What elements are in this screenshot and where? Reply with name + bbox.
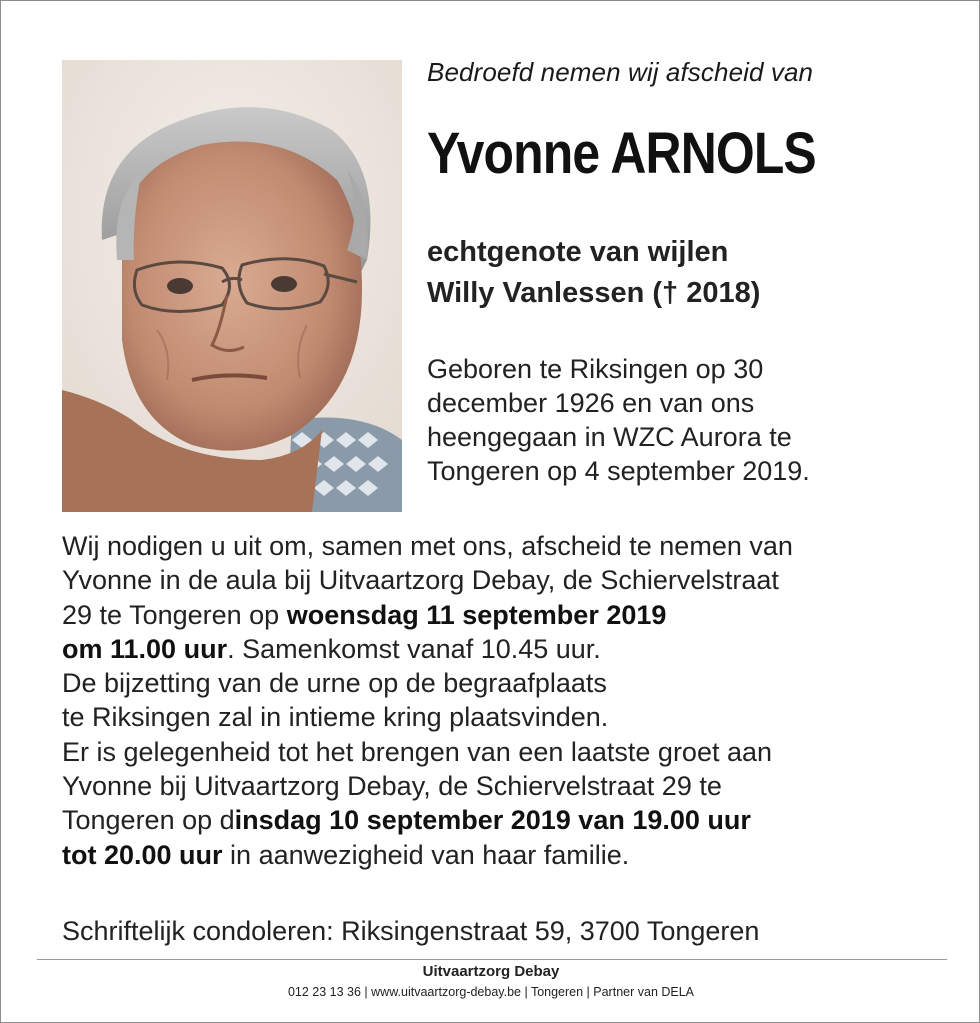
funeral-home-name: Uitvaartzorg Debay: [422, 963, 560, 980]
visitation-date: insdag 10 september 2019 van 19.00 uur: [234, 805, 751, 836]
body-line: Wij nodigen u uit om, samen met ons, afscheid te nemen van: [62, 531, 793, 561]
ceremony-date: woensdag 11 september 2019: [286, 599, 667, 630]
portrait-photo: [62, 60, 402, 512]
visitation-time: tot 20.00 uur: [62, 839, 223, 870]
born-line: Tongeren op 4 september 2019.: [427, 456, 810, 486]
deceased-name: Yvonne ARNOLS: [427, 121, 816, 186]
funeral-home-contact: 012 23 13 36 | www.uitvaartzorg-debay.be | Tongeren | Partner van DELA: [287, 985, 695, 999]
body-text: . Samenkomst vanaf 10.45 uur.: [227, 633, 601, 664]
spouse-block: [427, 232, 760, 314]
body-line: [62, 838, 793, 872]
footer-divider: [37, 959, 947, 960]
born-line: december 1926 en van ons: [427, 388, 755, 418]
body-line: [62, 632, 793, 666]
spouse-line: Willy Vanlessen († 2018): [427, 277, 761, 309]
body-line: [62, 803, 793, 837]
ceremony-text: [62, 529, 793, 872]
born-line: Geboren te Riksingen op 30: [427, 354, 764, 384]
birth-death-block: [427, 352, 810, 488]
body-line: De bijzetting van de urne op de begraafplaats: [62, 668, 607, 699]
body-line: te Riksingen zal in intieme kring plaatsvinden.: [62, 702, 609, 733]
ceremony-time: om 11.00 uur: [62, 633, 228, 664]
body-line: Yvonne bij Uitvaartzorg Debay, de Schiervelstraat 29 te: [62, 771, 722, 802]
body-line: [62, 598, 793, 632]
spouse-line: echtgenote van wijlen: [427, 236, 729, 268]
body-line: Er is gelegenheid tot het brengen van een laatste groet aan: [62, 736, 773, 767]
condolence-address: Schriftelijk condoleren: Riksingenstraat 59, 3700 Tongeren: [62, 916, 760, 946]
intro-text: Bedroefd nemen wij afscheid van: [427, 57, 814, 87]
born-line: heengegaan in WZC Aurora te: [427, 422, 792, 452]
body-text: in aanwezigheid van haar familie.: [222, 839, 630, 870]
body-text: 29 te Tongeren op: [62, 599, 287, 630]
body-line: Yvonne in de aula bij Uitvaartzorg Debay, de Schiervelstraat: [62, 565, 779, 596]
body-text: Tongeren op d: [62, 805, 235, 836]
